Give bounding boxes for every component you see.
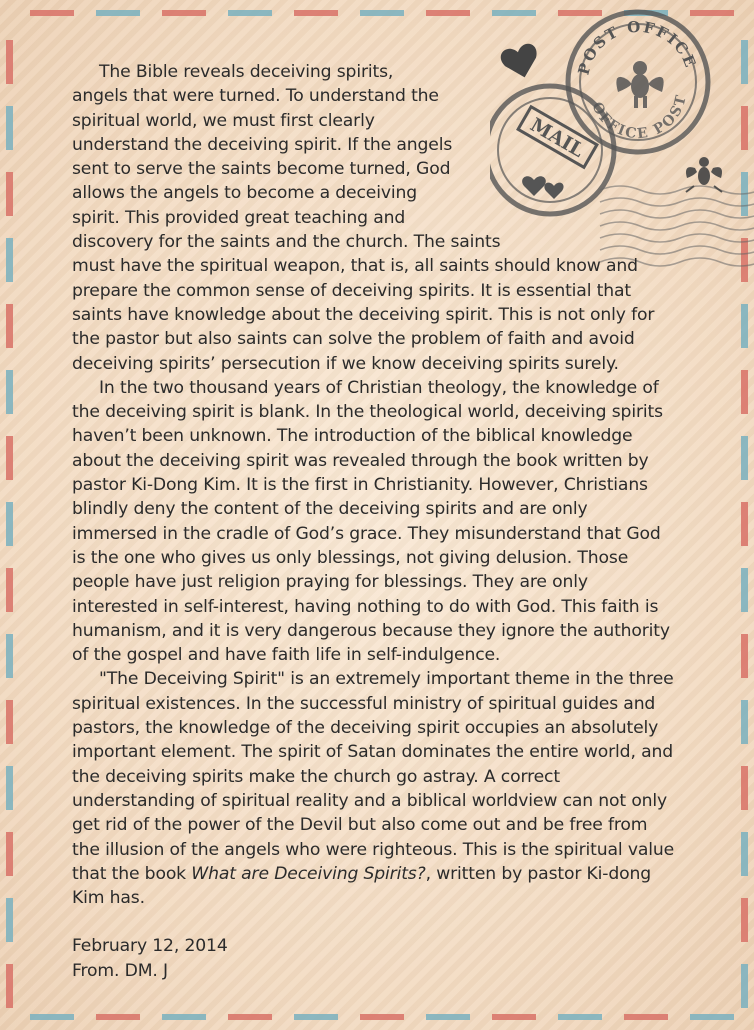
letter-line: angels that were turned. To understand the: [72, 86, 439, 107]
letter-line: the deceiving spirits make the church go astray. A correct: [72, 766, 560, 787]
letter-line: must have the spiritual weapon, that is, all saints should know and: [72, 256, 638, 277]
border-stripe: [6, 40, 13, 84]
border-stripe: [741, 568, 748, 612]
letter-line: discovery for the saints and the church. The saints: [72, 232, 501, 253]
border-stripe: [741, 766, 748, 810]
letter-line: get rid of the power of the Devil but also come out and be free from: [72, 815, 648, 836]
letter-line: understanding of spiritual reality and a biblical worldview can not only: [72, 790, 668, 811]
paragraph-2: [72, 376, 712, 668]
border-stripe: [6, 304, 13, 348]
border-stripe: [741, 634, 748, 678]
letter-line: spiritual world, we must first clearly: [72, 110, 375, 131]
svg-text:OFFICE POST: OFFICE POST: [588, 92, 691, 143]
border-stripe: [6, 172, 13, 216]
letter-line: "The Deceiving Spirit" is an extremely important theme in the three: [99, 669, 674, 690]
paragraph-3-tail: [72, 862, 712, 911]
border-stripe: [6, 832, 13, 876]
letter-line: the pastor but also saints can solve the problem of faith and avoid: [72, 329, 635, 350]
border-stripe: [690, 1014, 734, 1020]
letter-line: spiritual existences. In the successful ministry of spiritual guides and: [72, 693, 656, 714]
letter-line: humanism, and it is very dangerous because they ignore the authority: [72, 620, 670, 641]
letter-line: about the deceiving spirit was revealed through the book written by: [72, 450, 649, 471]
letter-sender: From. DM. J: [72, 960, 168, 981]
border-stripe: [741, 370, 748, 414]
border-stripe: [162, 10, 206, 16]
border-stripe: [741, 304, 748, 348]
border-stripe: [6, 370, 13, 414]
border-stripe: [228, 10, 272, 16]
postmark-text: POST OFFICE: [574, 17, 700, 77]
letter-body: [72, 60, 712, 983]
paragraph-1: [72, 60, 712, 376]
letter-line: sent to serve the saints become turned, God: [72, 159, 451, 180]
letter-line: is the one who gives us only blessings, not giving delusion. Those: [72, 547, 629, 568]
border-stripe: [741, 436, 748, 480]
border-stripe: [6, 436, 13, 480]
border-stripe: [624, 1014, 668, 1020]
border-stripe: [741, 832, 748, 876]
letter-line: deceiving spirits’ persecution if we know deceiving spirits surely.: [72, 353, 619, 374]
letter-line: immersed in the cradle of God’s grace. They misunderstand that God: [72, 523, 661, 544]
border-stripe: [741, 898, 748, 942]
border-stripe: [741, 964, 748, 1008]
letter-line: interested in self-interest, having nothing to do with God. This faith is: [72, 596, 659, 617]
border-stripe: [294, 10, 338, 16]
letter-line: blindly deny the content of the deceiving spirits and are only: [72, 499, 588, 520]
border-stripe: [6, 238, 13, 282]
letter-line: the deceiving spirit is blank. In the theological world, deceiving spirits: [72, 402, 663, 423]
letter-line: spirit. This provided great teaching and: [72, 207, 406, 228]
paragraph-3-final-line: Kim has.: [72, 888, 145, 909]
letter-line: people have just religion praying for blessings. They are only: [72, 572, 588, 593]
letter-line: haven’t been unknown. The introduction of the biblical knowledge: [72, 426, 633, 447]
paragraph-3: [72, 667, 712, 861]
border-stripe: [6, 106, 13, 150]
letter-line: important element. The spirit of Satan dominates the entire world, and: [72, 742, 673, 763]
letter-line: of the gospel and have faith life in self-indulgence.: [72, 645, 501, 666]
border-stripe: [6, 502, 13, 546]
border-stripe: [228, 1014, 272, 1020]
border-stripe: [162, 1014, 206, 1020]
border-stripe: [6, 568, 13, 612]
book-reference-suffix: , written by pastor Ki-dong: [425, 863, 651, 884]
letter-line: The Bible reveals deceiving spirits,: [99, 62, 394, 82]
border-stripe: [426, 1014, 470, 1020]
border-stripe: [6, 634, 13, 678]
letter-date: February 12, 2014: [72, 936, 228, 957]
letter-line: understand the deceiving spirit. If the angels: [72, 134, 453, 155]
letter-line: saints have knowledge about the deceiving spirit. This is not only for: [72, 304, 655, 325]
border-stripe: [96, 1014, 140, 1020]
letter-line: In the two thousand years of Christian theology, the knowledge of: [99, 377, 659, 398]
mail-text: MAIL: [526, 113, 588, 162]
border-stripe: [360, 1014, 404, 1020]
book-title: What are Deceiving Spirits?: [191, 863, 426, 884]
border-stripe: [741, 700, 748, 744]
border-stripe: [741, 502, 748, 546]
border-stripe: [6, 964, 13, 1008]
letter-line: pastor Ki-Dong Kim. It is the first in Christianity. However, Christians: [72, 475, 648, 496]
border-stripe: [426, 10, 470, 16]
border-stripe: [294, 1014, 338, 1020]
border-stripe: [30, 10, 74, 16]
border-stripe: [360, 10, 404, 16]
border-stripe: [30, 1014, 74, 1020]
border-stripe: [6, 700, 13, 744]
border-stripe: [6, 766, 13, 810]
letter-line: the illusion of the angels who were righteous. This is the spiritual value: [72, 839, 675, 860]
border-stripe: [6, 898, 13, 942]
signature-block: [72, 934, 712, 983]
border-stripe: [96, 10, 140, 16]
border-stripe: [558, 1014, 602, 1020]
letter-line: allows the angels to become a deceiving: [72, 183, 417, 204]
letter-line: pastors, the knowledge of the deceiving spirit occupies an absolutely: [72, 718, 659, 739]
border-stripe: [492, 1014, 536, 1020]
letter-line: prepare the common sense of deceiving spirits. It is essential that: [72, 280, 631, 301]
book-reference-prefix: that the book: [72, 863, 192, 884]
